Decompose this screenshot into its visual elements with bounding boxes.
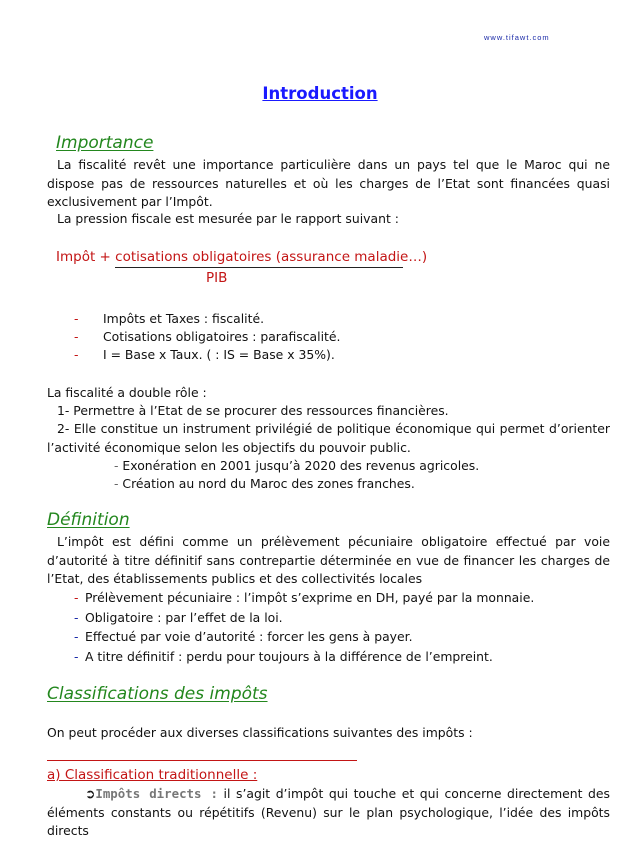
- list-item: A titre définitif : perdu pour toujours à la différence de l’empreint.: [85, 649, 493, 664]
- list-item: Cotisations obligatoires : parafiscalité.: [103, 329, 341, 344]
- list-item: Effectué par voie d’autorité : forcer les gens à payer.: [85, 629, 413, 644]
- example-item: - Création au nord du Maroc des zones franches.: [114, 476, 415, 491]
- pressure-intro: La pression fiscale est mesurée par le rapport suivant :: [57, 211, 399, 226]
- subsection-heading: a) Classification traditionnelle :: [47, 767, 258, 783]
- page-title: Introduction: [262, 84, 378, 103]
- role-item-1: 1- Permettre à l’Etat de se procurer des ressources financières.: [57, 403, 449, 418]
- classifications-intro: On peut procéder aux diverses classifications suivantes des impôts :: [47, 725, 473, 740]
- bullet-dash: -: [74, 629, 79, 644]
- direct-taxes-paragraph: ➲Impôts directs : il s’agit d’impôt qui touche et qui concerne directement des éléments constants ou répétitifs (Revenu) sur le plan psychologique, l’idée des impôts directs: [47, 786, 610, 838]
- bullet-dash: -: [74, 329, 79, 344]
- section-heading-classifications: Classifications des impôts: [47, 684, 268, 704]
- role-intro: La fiscalité a double rôle :: [47, 385, 207, 400]
- bullet-dash: -: [74, 649, 79, 664]
- formula-denominator: PIB: [206, 270, 228, 286]
- section-heading-importance: Importance: [56, 133, 154, 153]
- bullet-dash: -: [74, 311, 79, 326]
- list-item: Prélèvement pécuniaire : l’impôt s’exprime en DH, payé par la monnaie.: [85, 590, 535, 605]
- role-item-2: 2- Elle constitue un instrument privilégié de politique économique qui permet d’orienter l’activité économique selon les objectifs du pouvoir public.: [47, 421, 610, 455]
- bullet-dash: -: [74, 347, 79, 362]
- section-heading-definition: Définition: [47, 510, 130, 530]
- bullet-dash: -: [74, 590, 79, 605]
- bullet-dash: -: [74, 610, 79, 625]
- site-url: www.tifawt.com: [484, 33, 550, 42]
- list-item: Obligatoire : par l’effet de la loi.: [85, 610, 283, 625]
- importance-paragraph: La fiscalité revêt une importance particulière dans un pays tel que le Maroc qui ne dispose pas de ressources naturelles et où les charges de l’Etat sont financées quasi exclusivement par l’Impôt.: [47, 157, 610, 209]
- divider: [47, 760, 357, 761]
- formula-fraction-bar: [115, 267, 403, 268]
- formula-numerator: Impôt + cotisations obligatoires (assurance maladie…): [56, 249, 428, 265]
- arrow-icon: ➲: [85, 786, 96, 801]
- example-item: - Exonération en 2001 jusqu’à 2020 des revenus agricoles.: [114, 458, 480, 473]
- list-item: I = Base x Taux. ( : IS = Base x 35%).: [103, 347, 335, 362]
- definition-paragraph: L’impôt est défini comme un prélèvement pécuniaire obligatoire effectué par voie d’autorité à titre définitif sans contrepartie déterminée en vue de financer les charges de l’Etat, des établissements publics et des collectivités locales: [47, 534, 610, 586]
- list-item: Impôts et Taxes : fiscalité.: [103, 311, 265, 326]
- term-label: Impôts directs :: [95, 786, 218, 801]
